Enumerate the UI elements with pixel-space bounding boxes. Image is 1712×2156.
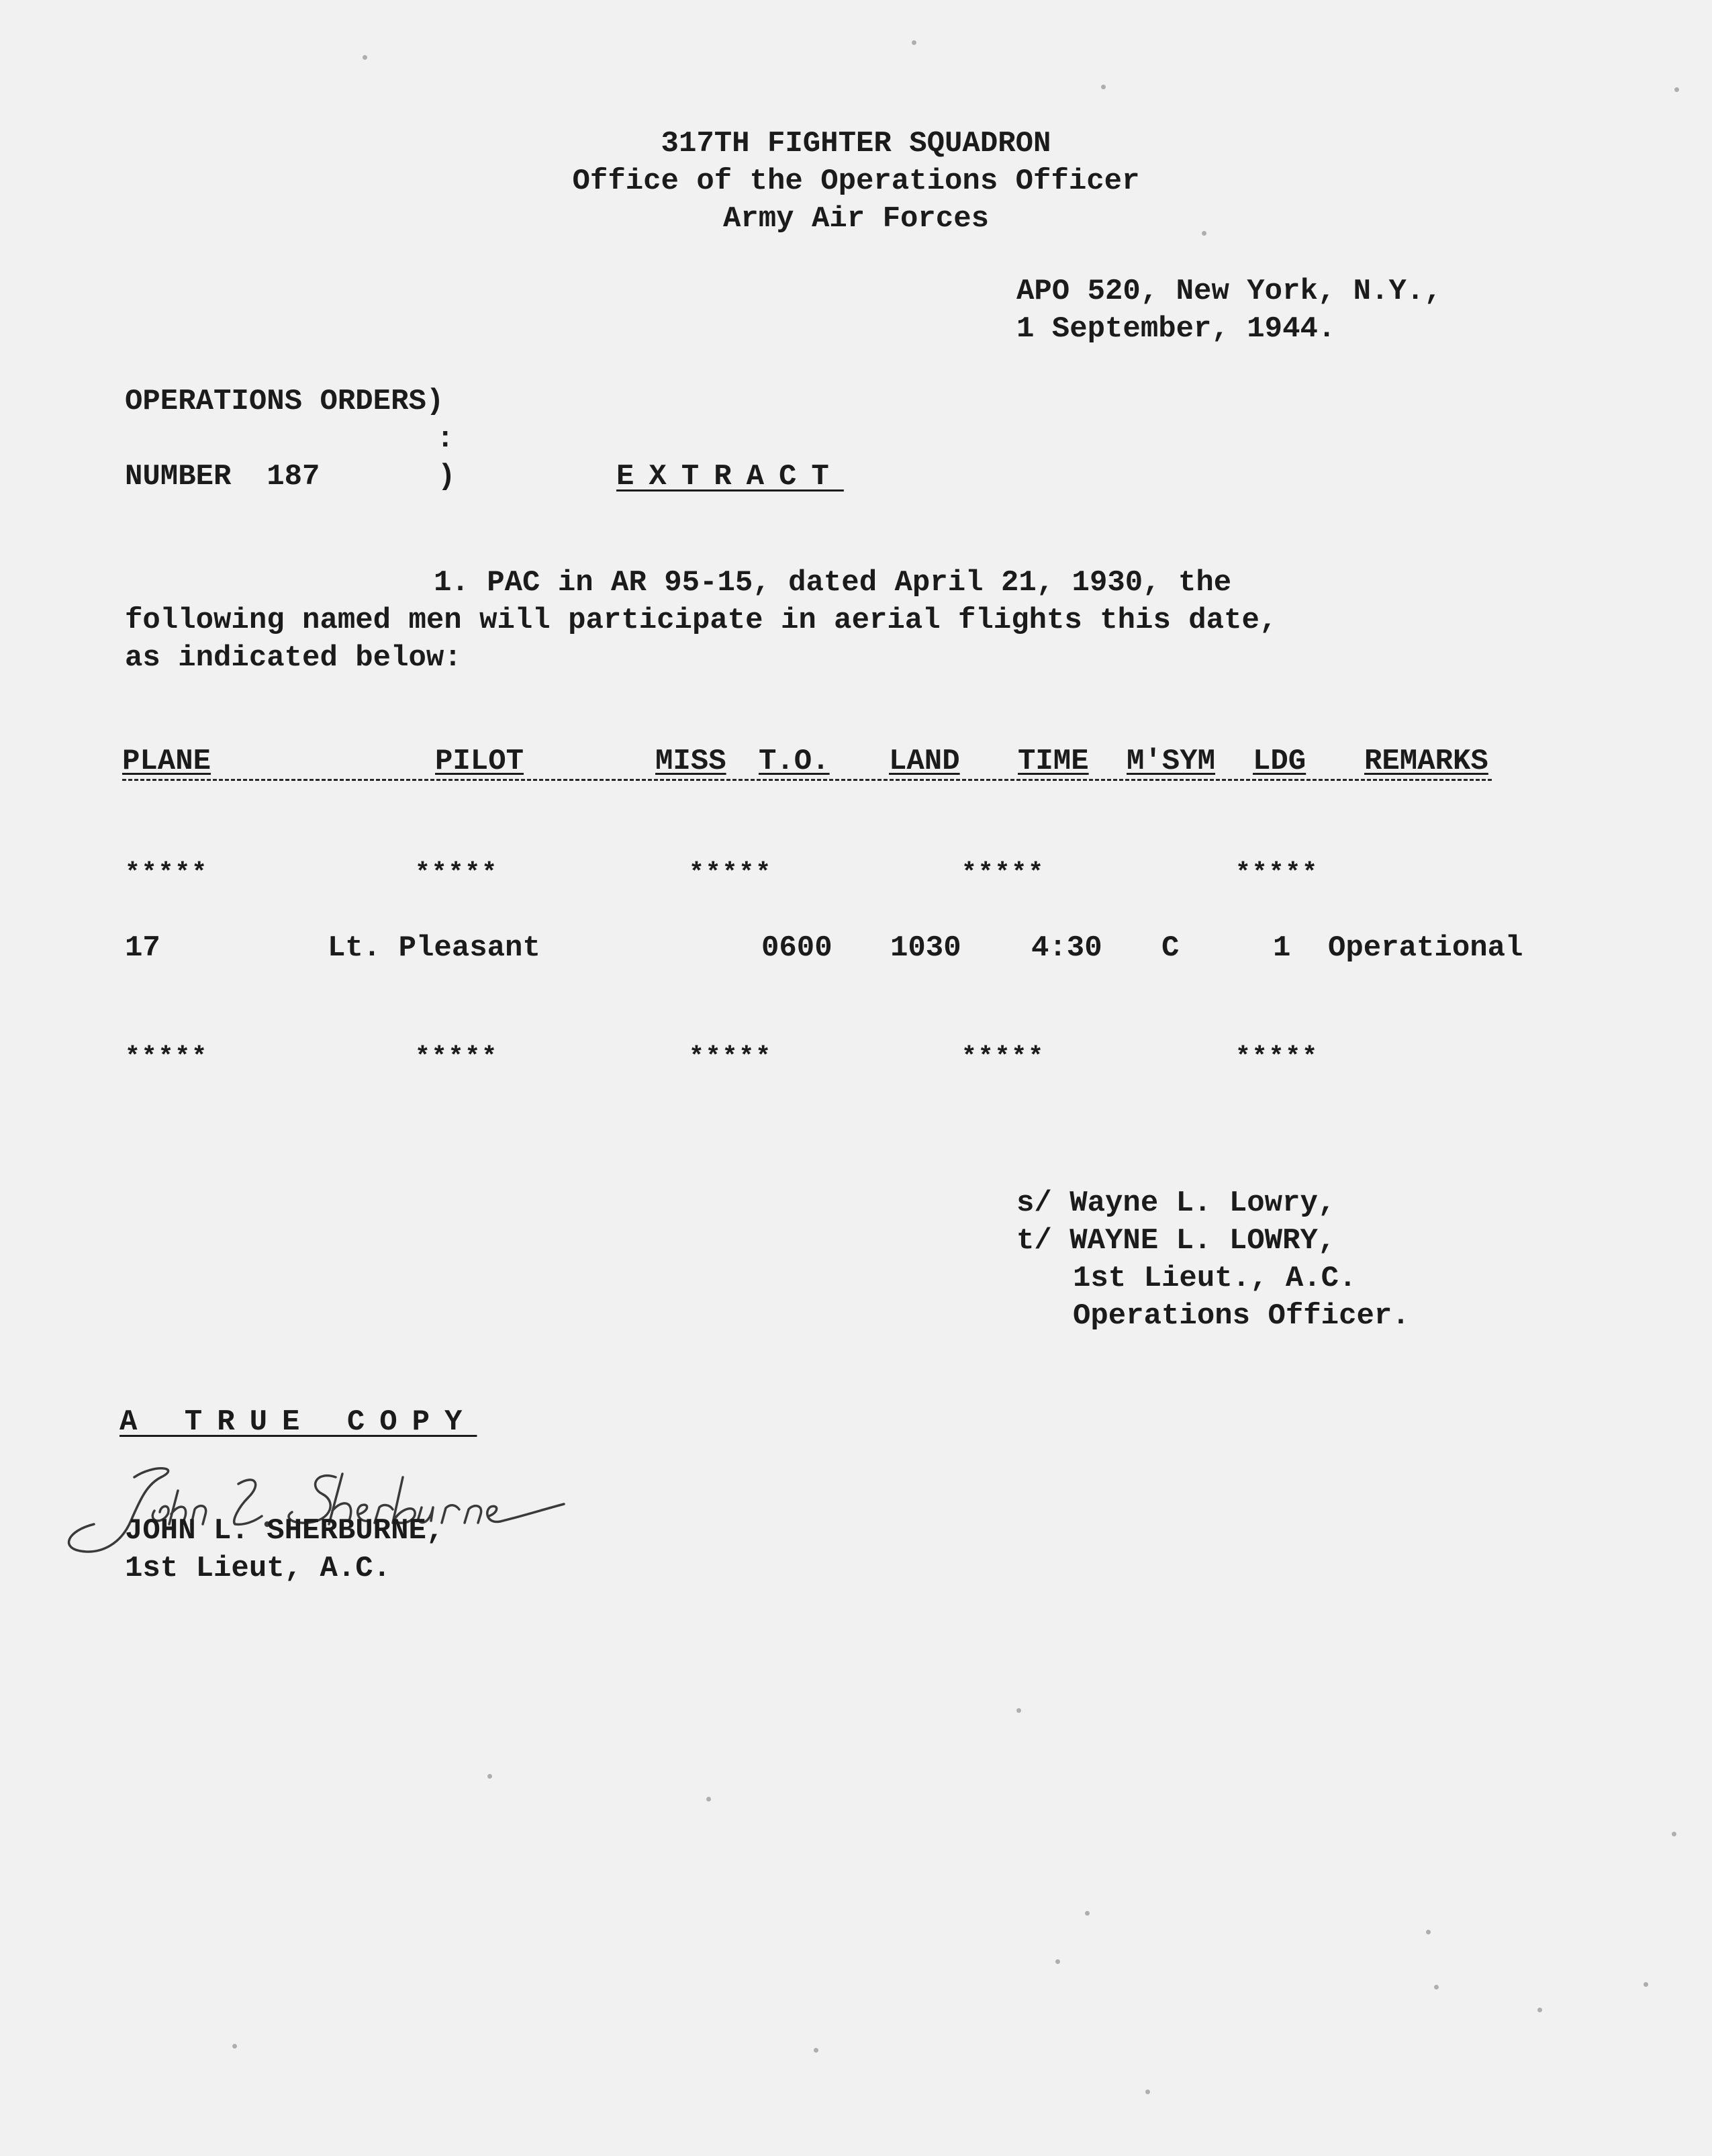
col-msym: M'SYM: [1127, 745, 1216, 778]
separator-stars: *****: [689, 1043, 773, 1072]
separator-stars: *****: [415, 859, 499, 888]
separator-stars: *****: [1235, 859, 1319, 888]
scan-speck: [1426, 1930, 1431, 1934]
typed-line: t/ WAYNE L. LOWRY,: [1016, 1224, 1336, 1258]
ldg-value: 1: [1273, 931, 1291, 965]
separator-stars: *****: [689, 859, 773, 888]
takeoff-value: 0600: [761, 931, 833, 965]
paragraph-line-3: as indicated below:: [125, 641, 462, 675]
time-value: 4:30: [1031, 931, 1102, 965]
header-rule: [122, 779, 1492, 781]
officer-rank: 1st Lieut., A.C.: [1073, 1262, 1357, 1295]
col-pilot: PILOT: [435, 745, 524, 778]
order-number: NUMBER 187: [125, 460, 320, 494]
scan-speck: [1055, 1959, 1060, 1964]
paragraph-line-2: following named men will participate in aerial flights this date,: [125, 604, 1278, 637]
msym-value: C: [1161, 931, 1180, 965]
scan-speck: [1101, 85, 1106, 89]
scan-speck: [1644, 1982, 1648, 1987]
officer-title: Operations Officer.: [1073, 1299, 1410, 1333]
scan-speck: [1537, 2008, 1542, 2012]
col-land: LAND: [889, 745, 960, 778]
scan-speck: [706, 1797, 711, 1801]
plane-value: 17: [125, 931, 160, 965]
col-remarks: REMARKS: [1364, 745, 1488, 778]
apo-address: APO 520, New York, N.Y.,: [1016, 275, 1442, 308]
pilot-value: Lt. Pleasant: [328, 931, 540, 965]
extract-title: EXTRACT: [616, 460, 844, 494]
scan-speck: [363, 55, 367, 60]
separator-stars: *****: [1235, 1043, 1319, 1072]
scan-speck: [912, 40, 916, 45]
scan-speck: [1202, 231, 1206, 236]
col-ldg: LDG: [1253, 745, 1306, 778]
scan-speck: [1674, 87, 1679, 92]
army-air-forces-heading: Army Air Forces: [722, 202, 990, 236]
squadron-heading: 317TH FIGHTER SQUADRON: [661, 127, 1051, 160]
remarks-value: Operational: [1328, 931, 1523, 965]
land-value: 1030: [890, 931, 961, 965]
separator-stars: *****: [961, 1043, 1045, 1072]
scan-speck: [1672, 1832, 1676, 1836]
col-to: T.O.: [759, 745, 830, 778]
separator-stars: *****: [125, 859, 209, 888]
operations-orders-label: OPERATIONS ORDERS): [125, 385, 444, 418]
scan-speck: [1085, 1911, 1090, 1916]
signed-line: s/ Wayne L. Lowry,: [1016, 1186, 1336, 1220]
separator-stars: *****: [125, 1043, 209, 1072]
scan-speck: [1016, 1708, 1021, 1713]
colon-mark: :: [436, 422, 455, 456]
separator-stars: *****: [961, 859, 1045, 888]
copy-signer-name: JOHN L. SHERBURNE,: [125, 1514, 444, 1548]
scan-speck: [1434, 1985, 1439, 1989]
office-heading: Office of the Operations Officer: [572, 165, 1140, 198]
col-miss: MISS: [655, 745, 726, 778]
closing-paren: ): [438, 460, 456, 494]
order-date: 1 September, 1944.: [1016, 312, 1336, 346]
paragraph-line-1: 1. PAC in AR 95-15, dated April 21, 1930, the: [434, 566, 1232, 600]
scan-speck: [487, 1774, 492, 1779]
scan-speck: [814, 2048, 818, 2053]
scan-speck: [232, 2044, 237, 2049]
scan-speck: [1145, 2090, 1150, 2094]
true-copy-title: A TRUE COPY: [120, 1405, 477, 1439]
copy-signer-rank: 1st Lieut, A.C.: [125, 1552, 391, 1585]
col-plane: PLANE: [122, 745, 211, 778]
col-time: TIME: [1018, 745, 1089, 778]
separator-stars: *****: [415, 1043, 499, 1072]
